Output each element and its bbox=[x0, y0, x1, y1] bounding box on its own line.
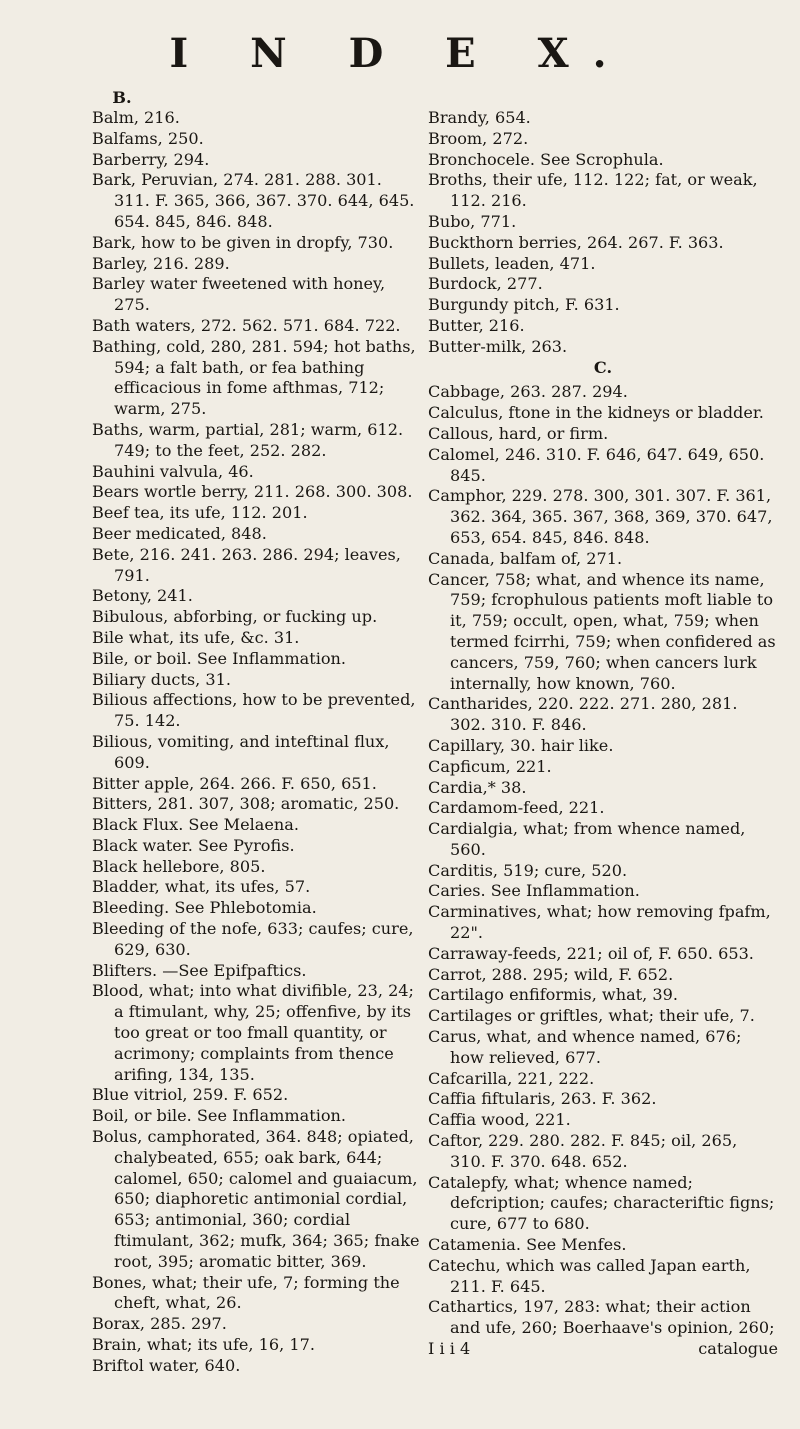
index-entry: Capillary, 30. hair like. bbox=[428, 735, 614, 755]
index-entry: Butter-milk, 263. bbox=[428, 336, 568, 356]
index-entry: Cantharides, 220. 222. 271. 280, 281. 302. 310. F. 846. bbox=[428, 694, 738, 735]
index-entry: Bibulous, abforbing, or fucking up. bbox=[92, 607, 378, 627]
index-entry: Barley, 216. 289. bbox=[92, 253, 230, 273]
index-entry: Blifters. —See Epifpaftics. bbox=[92, 960, 307, 980]
index-entry: Bete, 216. 241. 263. 286. 294; leaves, 791. bbox=[92, 544, 401, 585]
index-entry: Carraway-feeds, 221; oil of, F. 650. 653. bbox=[428, 943, 754, 963]
index-entry: Cardialgia, what; from whence named, 560. bbox=[428, 819, 746, 859]
index-entry: Balfams, 250. bbox=[92, 128, 204, 148]
section-letter-b: B. bbox=[112, 88, 132, 107]
index-entry: Bones, what; their ufe, 7; forming the cheft, what, 26. bbox=[92, 1272, 400, 1313]
index-entry: Bitter apple, 264. 266. F. 650, 651. bbox=[92, 773, 377, 793]
index-entry: Briftol water, 640. bbox=[92, 1355, 241, 1375]
index-entry: Cartilages or griftles, what; their ufe, 7. bbox=[428, 1006, 755, 1026]
index-entry: Betony, 241. bbox=[92, 586, 193, 606]
index-entry: Caffia fiftularis, 263. F. 362. bbox=[428, 1089, 657, 1109]
index-entry: Bubo, 771. bbox=[428, 211, 517, 231]
right-column bbox=[428, 108, 778, 1360]
index-entry: Cabbage, 263. 287. 294. bbox=[428, 382, 628, 402]
index-entry: Catamenia. See Menfes. bbox=[428, 1235, 627, 1255]
index-entry: Catalepfy, what; whence named; defcription; caufes; characteriftic figns; cure, 677 to 680. bbox=[428, 1172, 775, 1234]
index-entry: Bark, how to be given in dropfy, 730. bbox=[92, 232, 394, 252]
index-entry: Carditis, 519; cure, 520. bbox=[428, 860, 628, 880]
index-entry: Bile what, its ufe, &c. 31. bbox=[92, 627, 300, 647]
index-entry: Camphor, 229. 278. 300, 301. 307. F. 361, 362. 364, 365. 367, 368, 369, 370. 647, 653, 654. 845, 846. 848. bbox=[428, 486, 773, 547]
index-entry: Burgundy pitch, F. 631. bbox=[428, 295, 620, 315]
index-entry: Black water. See Pyrofis. bbox=[92, 835, 295, 855]
index-entry: Cardia,* 38. bbox=[428, 777, 527, 797]
index-entry: Bitters, 281. 307, 308; aromatic, 250. bbox=[92, 794, 400, 814]
index-entry: Bleeding of the nofe, 633; caufes; cure, 629, 630. bbox=[92, 919, 414, 959]
index-entry: Cartilago enfiformis, what, 39. bbox=[428, 985, 678, 1005]
index-entry: Bullets, leaden, 471. bbox=[428, 253, 596, 273]
footer-line bbox=[428, 1339, 778, 1360]
index-entry: Callous, hard, or firm. bbox=[428, 423, 609, 443]
index-entry: Black hellebore, 805. bbox=[92, 856, 266, 876]
index-entry: Cathartics, 197, 283: what; their action and ufe, 260; Boerhaave's opinion, 260; bbox=[428, 1297, 775, 1338]
index-entry: Barley water fweetened with honey, 275. bbox=[92, 274, 386, 315]
left-column bbox=[92, 88, 422, 1377]
index-entry: Caftor, 229. 280. 282. F. 845; oil, 265, 310. F. 370. 648. 652. bbox=[428, 1131, 738, 1171]
index-entry: Blue vitriol, 259. F. 652. bbox=[92, 1085, 289, 1105]
index-entry: Beef tea, its ufe, 112. 201. bbox=[92, 503, 308, 523]
index-entry: Brain, what; its ufe, 16, 17. bbox=[92, 1335, 315, 1355]
index-entry: Bleeding. See Phlebotomia. bbox=[92, 898, 317, 918]
index-entry: Bauhini valvula, 46. bbox=[92, 461, 254, 481]
index-entry: Cancer, 758; what, and whence its name, 759; fcrophulous patients moft liable to it, 759; occult, open, what, 759; when termed fcirrhi, 759; when confidered as cancers, 759, 760; when cancers lurk internally, how known, 760. bbox=[428, 569, 776, 693]
index-entry: Capficum, 221. bbox=[428, 756, 552, 776]
index-entry: Bolus, camphorated, 364. 848; opiated, chalybeated, 655; oak bark, 644; calomel, 650; calomel and guaiacum, 650; diaphoretic antimonial cordial, 653; antimonial, 360; cordial ftimulant, 362; mufk, 364; 365; fnake root, 395; aromatic bitter, 369. bbox=[92, 1127, 420, 1271]
signature-mark: I i i 4 bbox=[428, 1339, 471, 1359]
index-entry: Carminatives, what; how removing fpafm, 22". bbox=[428, 902, 771, 943]
index-entry: Broom, 272. bbox=[428, 128, 529, 148]
index-entry: Caries. See Inflammation. bbox=[428, 881, 640, 901]
index-entry: Burdock, 277. bbox=[428, 274, 543, 294]
index-entry: Biliary ducts, 31. bbox=[92, 669, 231, 689]
index-entry: Bears wortle berry, 211. 268. 300. 308. bbox=[92, 482, 413, 502]
index-entry: Beer medicated, 848. bbox=[92, 523, 267, 543]
catchword: catalogue bbox=[698, 1339, 778, 1359]
index-entry: Buckthorn berries, 264. 267. F. 363. bbox=[428, 232, 724, 252]
index-entry: Black Flux. See Melaena. bbox=[92, 815, 299, 835]
index-entry: Bark, Peruvian, 274. 281. 288. 301. 311. F. 365, 366, 367. 370. 644, 645. 654. 845, 846. 848. bbox=[92, 170, 415, 231]
index-entry: Brandy, 654. bbox=[428, 108, 531, 127]
index-entry: Bile, or boil. See Inflammation. bbox=[92, 648, 347, 668]
index-entry: Blood, what; into what divifible, 23, 24; a ftimulant, why, 25; offenfive, by its too great or too fmall quantity, or acrimony; complaints from thence arifing, 134, 135. bbox=[92, 981, 414, 1084]
index-entry: Bath waters, 272. 562. 571. 684. 722. bbox=[92, 315, 401, 335]
index-entry: Bilious affections, how to be prevented, 75. 142. bbox=[92, 690, 416, 731]
index-entry: Calculus, ftone in the kidneys or bladder. bbox=[428, 403, 764, 423]
index-entry: Carrot, 288. 295; wild, F. 652. bbox=[428, 964, 674, 984]
index-entry: Balm, 216. bbox=[92, 108, 180, 127]
index-entry: Broths, their ufe, 112. 122; fat, or weak, 112. 216. bbox=[428, 170, 758, 211]
index-entry: Borax, 285. 297. bbox=[92, 1314, 227, 1334]
index-entry: Butter, 216. bbox=[428, 315, 525, 335]
index-entry: Bathing, cold, 280, 281. 594; hot baths, 594; a falt bath, or fea bathing efficacious in fome afthmas, 712; warm, 275. bbox=[92, 336, 416, 419]
page-title: I N D E X. bbox=[169, 30, 631, 77]
index-entry: Boil, or bile. See Inflammation. bbox=[92, 1106, 347, 1126]
index-entry: Cafcarilla, 221, 222. bbox=[428, 1068, 595, 1088]
index-entry: Bladder, what, its ufes, 57. bbox=[92, 877, 311, 897]
index-entry: Cardamom-feed, 221. bbox=[428, 798, 605, 818]
section-letter-c: C. bbox=[593, 357, 613, 377]
index-entry: Baths, warm, partial, 281; warm, 612. 749; to the feet, 252. 282. bbox=[92, 419, 404, 460]
index-entry: Canada, balfam of, 271. bbox=[428, 548, 623, 568]
index-entry: Bronchocele. See Scrophula. bbox=[428, 149, 664, 169]
index-entry: Carus, what, and whence named, 676; how relieved, 677. bbox=[428, 1027, 742, 1067]
index-entry: Calomel, 246. 310. F. 646, 647. 649, 650. 845. bbox=[428, 444, 765, 485]
index-entry: Bilious, vomiting, and inteftinal flux, 609. bbox=[92, 731, 390, 772]
index-entry: Catechu, which was called Japan earth, 211. F. 645. bbox=[428, 1255, 751, 1296]
index-entry: Caffia wood, 221. bbox=[428, 1110, 571, 1130]
index-entry: Barberry, 294. bbox=[92, 149, 210, 169]
